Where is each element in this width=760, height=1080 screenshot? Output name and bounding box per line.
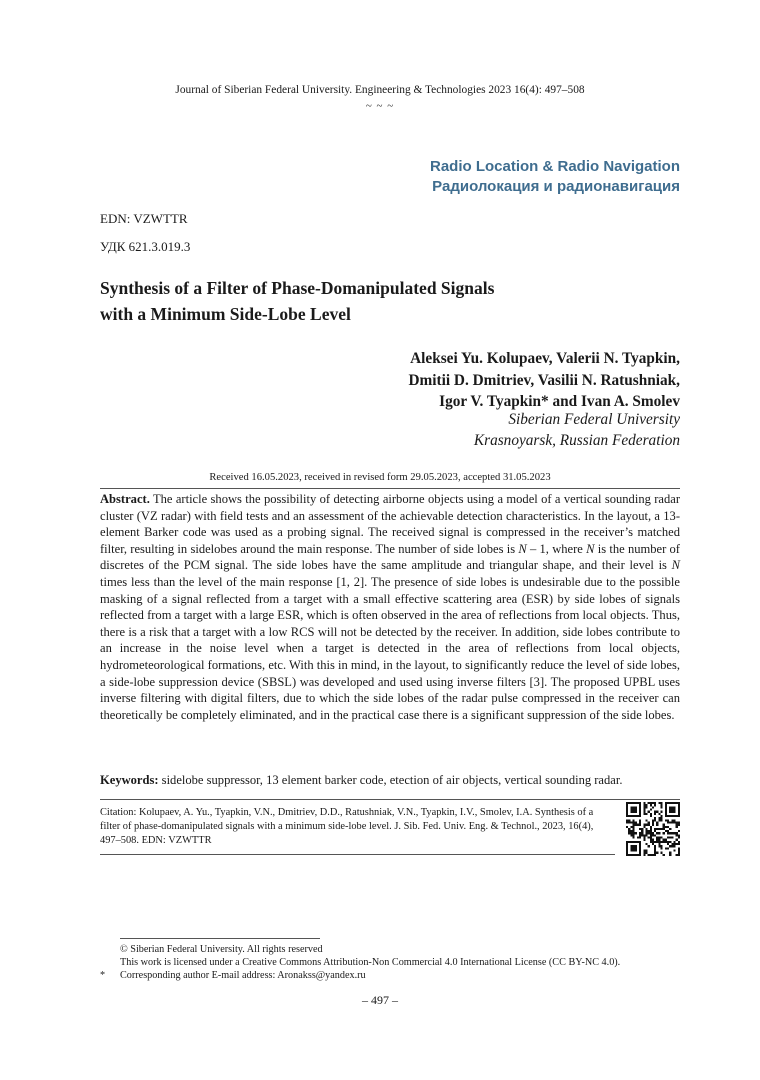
- divider: [100, 799, 680, 800]
- footnote-divider: [120, 938, 320, 939]
- footnote-corresponding-author: Corresponding author E-mail address: Aronakss@yandex.ru: [120, 970, 366, 981]
- affiliation-location: Krasnoyarsk, Russian Federation: [473, 432, 680, 449]
- abstract-text: is the number of discretes of the PCM signal. The side lobes have the same amplitude and triangular shape, and their level is: [100, 541, 680, 573]
- paper-title: [100, 275, 660, 327]
- footnote-marker: *: [100, 970, 106, 981]
- author-line-1: Aleksei Yu. Kolupaev, Valerii N. Tyapkin,: [410, 350, 680, 367]
- abstract-var: N: [671, 558, 680, 573]
- author-list: [408, 348, 680, 413]
- page-number: – 497 –: [362, 993, 398, 1007]
- keywords-label: Keywords:: [100, 773, 159, 787]
- author-line-2: Dmitii D. Dmitriev, Vasilii N. Ratushniak,: [408, 371, 680, 389]
- received-dates: Received 16.05.2023, received in revised form 29.05.2023, accepted 31.05.2023: [209, 472, 551, 483]
- abstract-var: N: [586, 541, 595, 556]
- affiliation-university: Siberian Federal University: [508, 411, 680, 428]
- divider: [100, 488, 680, 489]
- footnote-copyright: © Siberian Federal University. All rights reserved: [120, 944, 323, 955]
- paper-title-line-1: Synthesis of a Filter of Phase-Domanipulated Signals: [100, 278, 495, 298]
- footnote-license: This work is licensed under a Creative Commons Attribution-Non Commercial 4.0 International License (CC BY-NC 4.0).: [120, 957, 621, 968]
- abstract-label: Abstract.: [100, 492, 150, 506]
- divider: [100, 854, 615, 855]
- keywords: [100, 772, 680, 789]
- citation: Citation: Kolupaev, A. Yu., Tyapkin, V.N., Dmitriev, D.D., Ratushniak, V.N., Tyapkin, I.V., Smolev, I.A. Synthesis of a filter of phase-domanipulated signals with a minimum side-lobe level. J. Sib. Fed. Univ. Eng. & Technol., 2023, 16(4), 497–508. EDN: VZWTTR: [100, 807, 594, 847]
- abstract: [100, 491, 680, 723]
- udk-identifier: УДК 621.3.019.3: [100, 239, 191, 254]
- header-separator: ~ ~ ~: [365, 100, 395, 112]
- qr-code[interactable]: [626, 802, 680, 856]
- paper-title-line-2: with a Minimum Side-Lobe Level: [100, 304, 351, 324]
- edn-identifier: EDN: VZWTTR: [100, 211, 188, 226]
- author-line-3: Igor V. Tyapkin* and Ivan A. Smolev: [439, 393, 680, 410]
- section-title-ru: Радиолокация и радионавигация: [432, 178, 680, 195]
- keywords-text: sidelobe suppressor, 13 element barker code, etection of air objects, vertical sounding radar.: [158, 773, 623, 787]
- abstract-text: times less than the level of the main response [1, 2]. The presence of side lobes is undesirable due to the possible masking of a signal reflected from a target with a small effective scattering area (ESR) by side lobes of signals reflected from a target with a large ESR, which is often observed in the area of reflections from local objects. Thus, there is a risk that a target with a low RCS will not be detected by the receiver. In addition, side lobes contribute to an increase in the noise level when a target is detected in the area of reflections from local objects, hydrometeorological formations, etc. With this in mind, in the layout, to significantly reduce the level of side lobes, a side-lobe suppression device (SBSL) was developed and used using inverse filters [3]. The proposed UPBL uses inverse filtering with digital filters, due to which the side lobes of the radar pulse compressed in the receiver can theoretically be completely eliminated, and in the practical case there is a significant suppression of the side lobes.: [100, 574, 680, 722]
- abstract-text: The article shows the possibility of detecting airborne objects using a model of a vertical sounding radar cluster (VZ radar) with field tests and an assessment of the achievable detection characteristics. In the layout, a 13-element Barker code was used as a probing signal. The received signal is compressed in the receiver’s matched filter, resulting in sidelobes around the main response. The number of side lobes is: [100, 492, 680, 556]
- abstract-var: N: [518, 541, 527, 556]
- journal-header: Journal of Siberian Federal University. Engineering & Technologies 2023 16(4): 497–508: [175, 84, 585, 96]
- abstract-text: – 1, where: [526, 541, 587, 556]
- section-title-en: Radio Location & Radio Navigation: [429, 158, 680, 175]
